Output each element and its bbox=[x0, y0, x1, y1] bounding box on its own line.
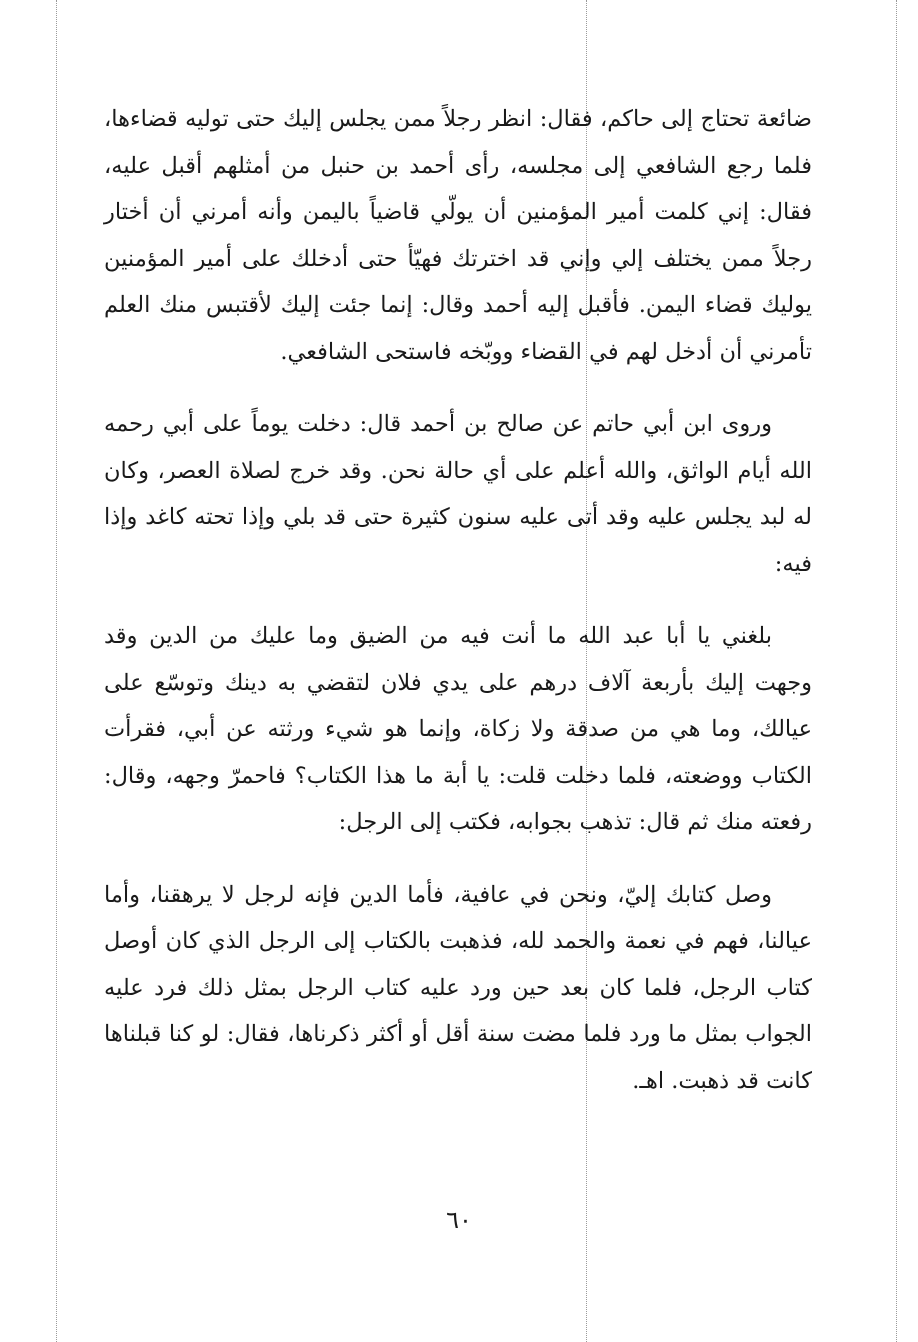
page-body-text bbox=[104, 96, 812, 1104]
paragraph-4: وصل كتابك إليّ، ونحن في عافية، فأما الدين فإنه لرجل لا يرهقنا، وأما عيالنا، فهم في نعمة والحمد لله، فذهبت بالكتاب إلى الرجل الذي كان أوصل كتاب الرجل، فلما كان بعد حين ورد عليه كتاب الرجل بمثل ذلك فرد عليه الجواب بمثل ما ورد فلما مضت سنة أقل أو أكثر ذكرناها، فقال: لو كنا قبلناها كانت قد ذهبت. اهـ. bbox=[104, 881, 812, 1094]
paragraph-3: بلغني يا أبا عبد الله ما أنت فيه من الضيق وما عليك من الدين وقد وجهت إليك بأربعة آلاف درهم على يدي فلان لتقضي به دينك وتوسّع على عيالك، وما هي من صدقة ولا زكاة، وإنما هو شيء ورثته عن أبي، فقرأت الكتاب ووضعته، فلما دخلت قلت: يا أبة ما هذا الكتاب؟ فاحمرّ وجهه، وقال: رفعته منك ثم قال: تذهب بجوابه، فكتب إلى الرجل: bbox=[104, 623, 812, 835]
paragraph-1: ضائعة تحتاج إلى حاكم، فقال: انظر رجلاً ممن يجلس إليك حتى توليه قضاءها، فلما رجع الشافعي إلى مجلسه، رأى أحمد بن حنبل من أمثلهم أقبل عليه، فقال: إني كلمت أمير المؤمنين أن يولّي قاضياً باليمن وأنه أمرني أن أختار رجلاً ممن يختلف إلي وإني قد اخترتك فهيّأ حتى أدخلك على أمير المؤمنين يوليك قضاء اليمن. فأقبل إليه أحمد وقال: إنما جئت إليك لأقتبس منك العلم تأمرني أن أدخل لهم في القضاء ووبّخه فاستحى الشافعي. bbox=[104, 106, 812, 365]
page-number: ٦٠ bbox=[446, 1206, 472, 1234]
scan-guide-line-right bbox=[896, 0, 897, 1342]
paragraph-2: وروى ابن أبي حاتم عن صالح بن أحمد قال: دخلت يوماً على أبي رحمه الله أيام الواثق، والله أعلم على أي حالة نحن. وقد خرج لصلاة العصر، وكان له لبد يجلس عليه وقد أتى عليه سنون كثيرة حتى قد بلي وإذا تحته كاغد وإذا فيه: bbox=[104, 411, 812, 577]
scan-guide-line-left bbox=[56, 0, 57, 1342]
